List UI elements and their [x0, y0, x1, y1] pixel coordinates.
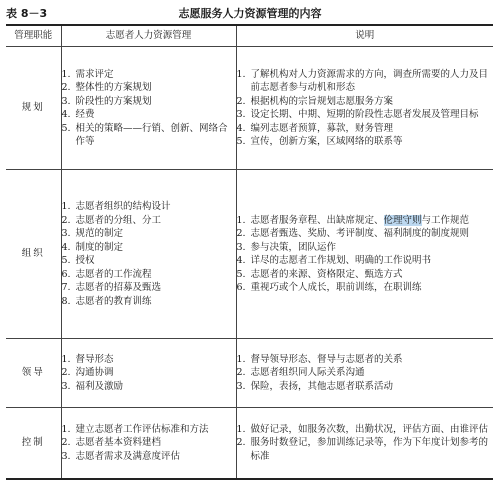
hr-management-table	[6, 24, 493, 480]
function-cell: 组织	[6, 170, 61, 339]
function-cell: 领导	[6, 339, 61, 408]
header-description: 说明	[236, 25, 493, 47]
list-item: 3. 福利及激励	[61, 380, 124, 392]
description-cell	[236, 47, 493, 170]
header-content: 志愿者人力资源管理	[61, 25, 236, 47]
list-item: 4. 编列志愿者预算，募款，财务管理	[236, 122, 394, 134]
content-cell	[61, 339, 236, 408]
list-item: 1. 做好记录，如服务次数，出勤状况，评估方面、由谁评估	[236, 423, 489, 435]
description-cell	[236, 170, 493, 339]
list-item: 3. 设定长期、中期、短期的阶段性志愿者发展及管理目标	[236, 109, 479, 120]
list-item: 8. 志愿者的教育训练	[61, 295, 152, 307]
list-item: 6. 重视巧或个人成长，职前训练，在职训练	[236, 282, 422, 293]
list-item: 1. 建立志愿者工作评估标准和方法	[61, 423, 209, 435]
content-cell	[61, 170, 236, 339]
header-function: 管理职能	[6, 25, 61, 47]
description-cell	[236, 408, 493, 480]
list-item: 2. 服务时数登记，参加训练记录等，作为下年度计划参考的标准	[236, 437, 489, 462]
list-item: 7. 志愿者的招募及甄选	[61, 282, 162, 293]
list-item: 3. 保险，表扬，其他志愿者联系活动	[236, 380, 394, 392]
list-item: 5. 志愿者的来源、资格限定、甄选方式	[236, 268, 403, 280]
content-cell	[61, 408, 236, 480]
content-cell	[61, 47, 236, 170]
list-item: 2. 志愿者组织同人际关系沟通	[236, 367, 365, 379]
list-item: 2. 志愿者的分组、分工	[61, 214, 162, 226]
list-item: 1. 督导形态	[61, 353, 114, 365]
description-cell	[236, 339, 493, 408]
header-row	[6, 25, 493, 47]
list-item: 2. 整体性的方案规划	[61, 82, 152, 93]
function-cell: 控制	[6, 408, 61, 480]
table-row-leading	[6, 339, 493, 408]
list-item: 1. 志愿者组织的结构设计	[61, 201, 171, 212]
list-item: 1. 志愿者服务章程、出缺席规定、伦理守则与工作规范	[236, 214, 470, 226]
list-item: 3. 阶段性的方案规划	[61, 95, 152, 107]
list-item: 6. 志愿者的工作流程	[61, 268, 152, 280]
list-item: 5. 宣传，创新方案，区域网络的联系等	[236, 136, 403, 147]
list-item: 1. 了解机构对人力资源需求的方向，调查所需要的人力及目前志愿者参与动机和形态	[236, 68, 489, 93]
list-item: 1. 督导领导形态、督导与志愿者的关系	[236, 353, 403, 365]
list-item: 3. 参与决策，团队运作	[236, 241, 337, 253]
table-row-organizing	[6, 170, 493, 339]
list-item: 4. 经费	[61, 109, 95, 120]
list-item: 2. 沟通协调	[61, 367, 114, 379]
list-item: 4. 详尽的志愿者工作规划、明确的工作说明书	[236, 255, 432, 266]
list-item: 1. 需求评定	[61, 68, 114, 80]
table-row-controlling	[6, 408, 493, 480]
table-caption	[4, 4, 496, 22]
highlighted-text: 伦理守则	[383, 214, 422, 226]
function-cell: 规划	[6, 47, 61, 170]
list-item: 2. 根据机构的宗旨规划志愿服务方案	[236, 95, 394, 107]
list-item: 5. 相关的策略——行销、创新、网络合作等	[61, 122, 228, 147]
list-item: 4. 制度的制定	[61, 241, 124, 253]
table-number: 表 8－3	[6, 7, 48, 20]
list-item: 5. 授权	[61, 255, 95, 266]
list-item: 2. 志愿者基本资料建档	[61, 437, 162, 449]
list-item: 3. 规范的制定	[61, 228, 124, 239]
table-row-planning	[6, 47, 493, 170]
list-item: 2. 志愿者甄选、奖励、考评制度、福利制度的制度规则	[236, 228, 470, 239]
table-title: 志愿服务人力资源管理的内容	[178, 7, 322, 20]
list-item: 3. 志愿者需求及满意度评估	[61, 450, 181, 462]
